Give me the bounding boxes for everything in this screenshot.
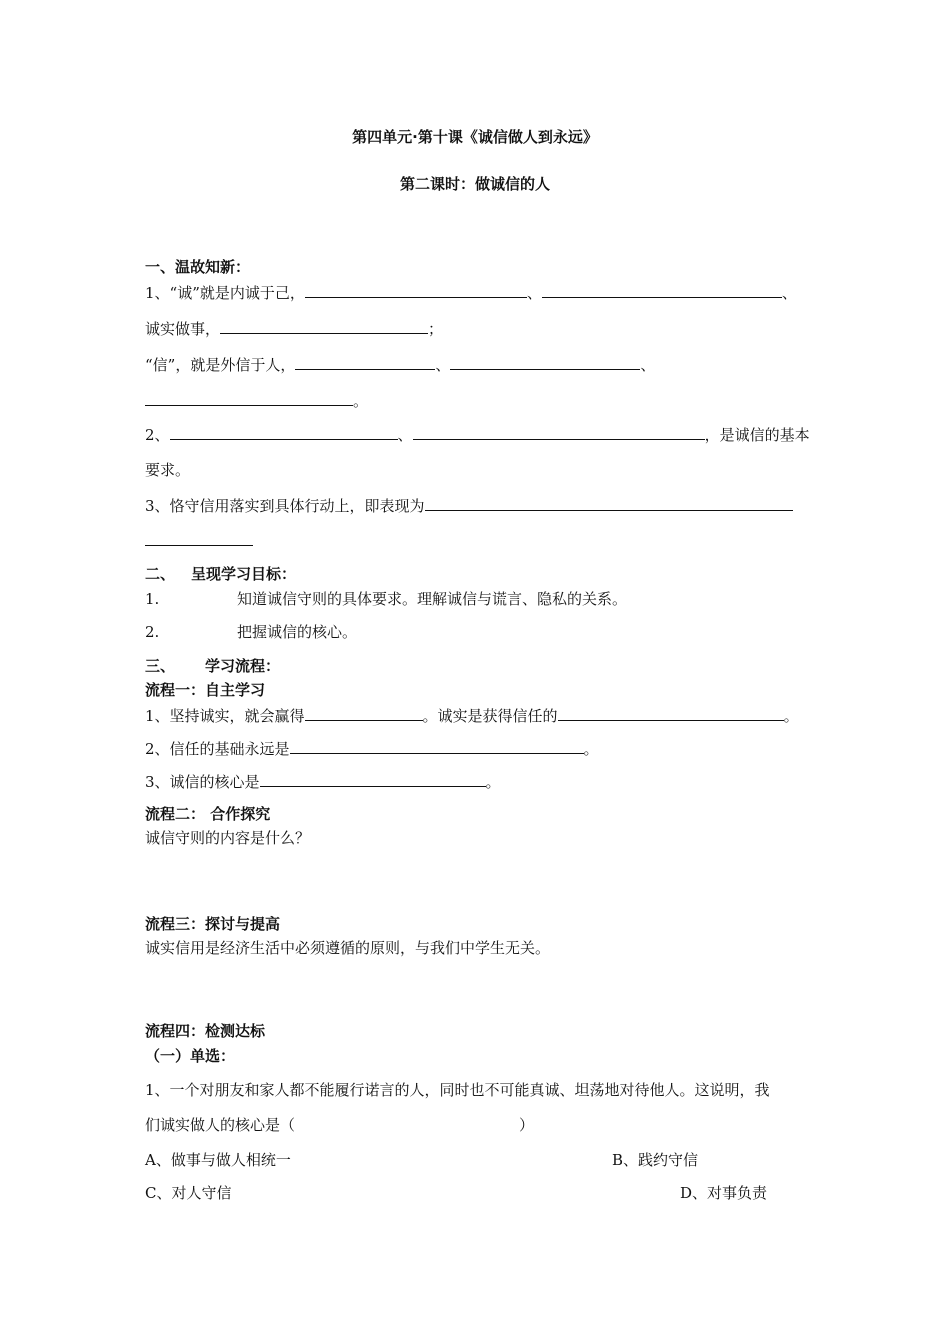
fill-blank[interactable]	[425, 495, 793, 511]
option-a[interactable]: A、做事与做人相统一	[145, 1151, 291, 1169]
fill-blank[interactable]	[413, 424, 705, 440]
fill-blank[interactable]	[450, 354, 640, 370]
section-3-heading	[145, 656, 280, 676]
process-1-heading: 流程一：自主学习	[145, 681, 266, 699]
close-paren: ）	[519, 1116, 535, 1134]
s1-q2a-text: 2、	[145, 426, 170, 444]
s1-q1-line4	[145, 390, 368, 411]
p1-q3	[145, 771, 501, 792]
s1-q2-line1	[145, 424, 810, 445]
period: 。	[485, 773, 501, 791]
question-text: 们诚实做人的核心是（	[145, 1116, 296, 1134]
process-3-heading: 流程三：探讨与提高	[145, 915, 281, 933]
separator: 、	[435, 356, 451, 374]
fill-blank[interactable]	[542, 282, 782, 298]
heading-text: 呈现学习目标：	[191, 565, 297, 583]
mc-question-1-line2	[145, 1115, 534, 1135]
s1-q1c-text: “信”，就是外信于人，	[145, 356, 296, 374]
goal-text: 把握诚信的核心。	[237, 623, 358, 641]
question-text: 3、诚信的核心是	[145, 773, 260, 791]
separator: 、	[526, 284, 542, 302]
fill-blank[interactable]	[170, 424, 398, 440]
fill-blank[interactable]	[305, 282, 527, 298]
s1-q3-line1	[145, 495, 793, 516]
heading-number: 三、	[145, 657, 176, 675]
option-c[interactable]: C、对人守信	[145, 1184, 232, 1202]
p1-q1	[145, 705, 799, 726]
s1-q3-text: 3、恪守信用落实到具体行动上，即表现为	[145, 497, 425, 515]
goal-1	[145, 589, 627, 609]
separator: 、	[640, 356, 656, 374]
s1-q1-line1	[145, 282, 797, 303]
p1-q2	[145, 738, 599, 759]
heading-number: 二、	[145, 565, 176, 583]
fill-blank[interactable]	[260, 771, 486, 787]
section-1-heading: 一、温故知新：	[145, 258, 251, 276]
period: 。	[353, 392, 369, 410]
fill-blank[interactable]	[145, 530, 253, 546]
goal-text: 知道诚信守则的具体要求。理解诚信与谎言、隐私的关系。	[237, 590, 628, 608]
document-title: 第四单元·第十课《诚信做人到永远》	[352, 128, 598, 146]
s1-q2b-text: ，是诚信的基本	[704, 426, 810, 444]
option-b[interactable]: B、践约守信	[612, 1151, 699, 1169]
fill-blank[interactable]	[305, 705, 423, 721]
p3-question: 诚实信用是经济生活中必须遵循的原则，与我们中学生无关。	[145, 939, 551, 957]
question-text: 1、坚持诚实，就会赢得	[145, 707, 305, 725]
s1-q3-line2	[145, 530, 253, 551]
fill-blank[interactable]	[290, 738, 584, 754]
goal-number: 1.	[145, 590, 160, 608]
question-text: 。诚实是获得信任的	[422, 707, 558, 725]
fill-blank[interactable]	[295, 354, 435, 370]
s1-q1-line2	[145, 318, 443, 339]
s1-q2-line2: 要求。	[145, 461, 191, 479]
heading-text: 学习流程：	[205, 657, 281, 675]
mc-question-1-line1: 1、一个对朋友和家人都不能履行诺言的人，同时也不可能真诚、坦荡地对待他人。这说明，我	[145, 1081, 770, 1099]
separator: 、	[397, 426, 413, 444]
goal-number: 2.	[145, 623, 160, 641]
p2-question: 诚信守则的内容是什么？	[145, 829, 311, 847]
section-2-heading	[145, 564, 296, 584]
goal-2	[145, 622, 357, 642]
s1-q1-line3	[145, 354, 655, 375]
period: 。	[583, 740, 599, 758]
s1-q1a-text: 1、“诚”就是内诚于己，	[145, 284, 305, 302]
question-text: 2、信任的基础永远是	[145, 740, 290, 758]
process-4-heading: 流程四：检测达标	[145, 1022, 266, 1040]
separator: ；	[428, 320, 444, 338]
fill-blank[interactable]	[145, 390, 353, 406]
fill-blank[interactable]	[558, 705, 784, 721]
single-choice-heading: （一）单选：	[145, 1047, 236, 1065]
option-d[interactable]: D、对事负责	[680, 1184, 768, 1202]
fill-blank[interactable]	[220, 318, 428, 334]
period: 。	[783, 707, 799, 725]
separator: 、	[781, 284, 797, 302]
document-subtitle: 第二课时：做诚信的人	[399, 175, 550, 193]
process-2-heading: 流程二： 合作探究	[145, 805, 271, 823]
s1-q1b-text: 诚实做事，	[145, 320, 221, 338]
